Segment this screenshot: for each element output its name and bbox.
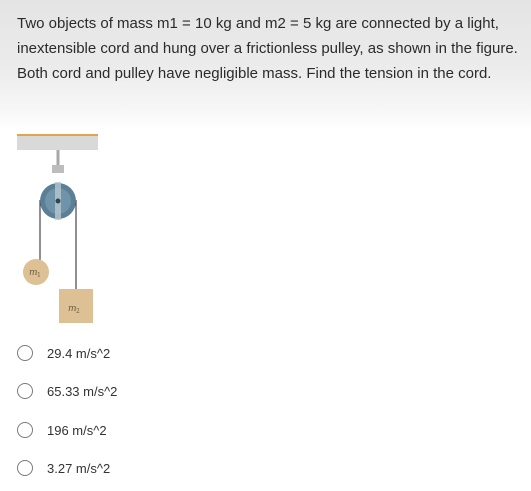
radio-button[interactable] [17, 460, 33, 476]
question-text: Two objects of mass m1 = 10 kg and m2 = 5 kg are connected by a light, inextensible cord and hung over a frictionless pulley, as shown in the figure. Both cord and pulley have negligible mass. Find the tension in the cord. [17, 15, 518, 82]
mass-2-label: m [68, 304, 77, 314]
option-label: 65.33 m/s^2 [47, 383, 118, 399]
mass-1-subscript: 1 [37, 272, 41, 279]
option-2[interactable] [17, 380, 117, 402]
mass-1-label: m [29, 268, 38, 278]
radio-button[interactable] [17, 383, 33, 399]
option-1[interactable] [17, 342, 110, 364]
option-4[interactable] [17, 457, 110, 479]
pulley-bracket [52, 165, 64, 173]
radio-button[interactable] [17, 422, 33, 438]
option-3[interactable] [17, 419, 107, 441]
option-label: 196 m/s^2 [47, 422, 107, 438]
option-label: 29.4 m/s^2 [47, 345, 111, 361]
pulley-diagram [0, 125, 130, 325]
ceiling-edge [17, 134, 98, 136]
ceiling-bar [17, 136, 98, 150]
pulley-figure [0, 125, 130, 325]
pulley-axle [56, 199, 61, 204]
option-label: 3.27 m/s^2 [47, 460, 111, 476]
radio-button[interactable] [17, 345, 33, 361]
mass-2-subscript: 2 [76, 308, 80, 315]
